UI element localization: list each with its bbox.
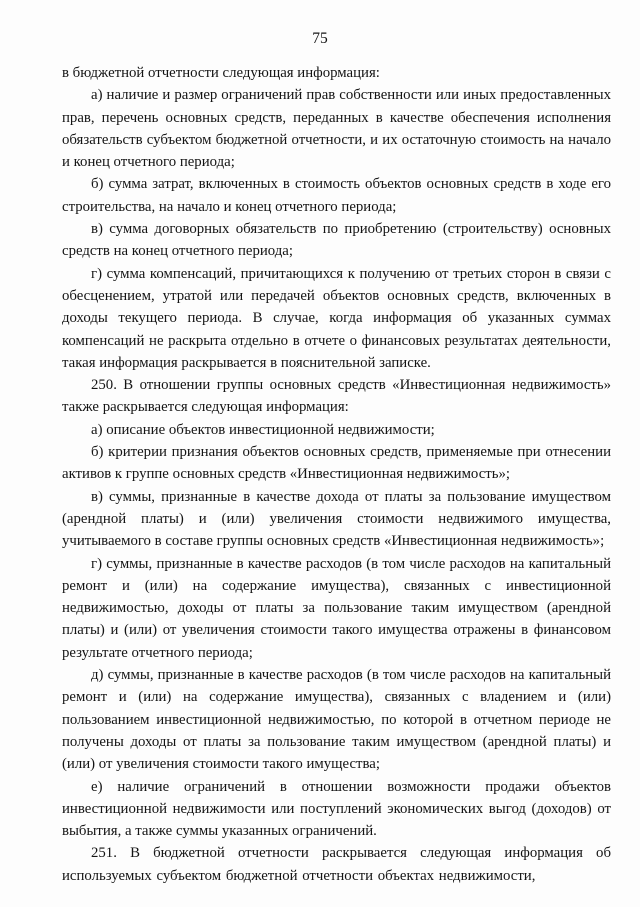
paragraph-intro: в бюджетной отчетности следующая информация: [62,65,380,81]
paragraph-item-v: в) сумма договорных обязательств по приобретению (строительству) основных средств на конец отчетного периода; [62,221,611,260]
document-body [62,62,611,887]
paragraph-section-251: 251. В бюджетной отчетности раскрывается следующая информация об используемых субъектом бюджетной отчетности объектах недвижимости, [62,845,611,884]
paragraph-item-b: б) сумма затрат, включенных в стоимость объектов основных средств в ходе его строительства, на начало и конец отчетного периода; [62,176,611,215]
paragraph-item-a: а) наличие и размер ограничений прав собственности или иных предоставленных прав, перечень основных средств, переданных в качестве обеспечения исполнения обязательств субъектом бюджетной отчетности, и их остаточную стоимость на начало и конец отчетного периода; [62,87,611,171]
paragraph-250-item-e: е) наличие ограничений в отношении возможности продажи объектов инвестиционной недвижимости или поступлений экономических выгод (доходов) от выбытия, а также суммы указанных ограничений. [62,778,611,840]
page-number: 75 [312,30,328,47]
paragraph-250-item-b: б) критерии признания объектов основных средств, применяемые при отнесении активов к группе основных средств «Инвестиционная недвижимость»; [62,444,611,483]
paragraph-item-g: г) сумма компенсаций, причитающихся к получению от третьих сторон в связи с обесценением, утратой или передачей объектов основных средств, включенных в доходы текущего периода. В случае, когда информация об указанных суммах компенсаций не раскрыта отдельно в отчете о финансовых результатах деятельности, такая информация раскрывается в пояснительной записке. [62,265,611,371]
paragraph-250-item-v: в) суммы, признанные в качестве дохода от платы за пользование имуществом (арендной платы) и (или) увеличения стоимости недвижимого имущества, учитываемого в составе группы основных средств «Инвестиционная недвижимость»; [62,488,611,550]
paragraph-250-item-g: г) суммы, признанные в качестве расходов (в том числе расходов на капитальный ремонт и (или) на содержание имущества), связанных с инвестиционной недвижимостью, доходы от платы за пользование таким имуществом (арендной платы) и (или) от увеличения стоимости такого имущества отражены в финансовом результате отчетного периода; [62,555,611,661]
paragraph-250-item-a: а) описание объектов инвестиционной недвижимости; [91,421,435,438]
paragraph-section-250: 250. В отношении группы основных средств «Инвестиционная недвижимость» также раскрывается следующая информация: [62,377,611,416]
paragraph-250-item-d: д) суммы, признанные в качестве расходов (в том числе расходов на капитальный ремонт и (или) на содержание имущества), связанных с владением и (или) пользованием инвестиционной недвижимостью, по которой в отчетном периоде не получены доходы от платы за пользование таким имуществом (арендной платы) и (или) от увеличения стоимости такого имущества; [62,667,611,773]
